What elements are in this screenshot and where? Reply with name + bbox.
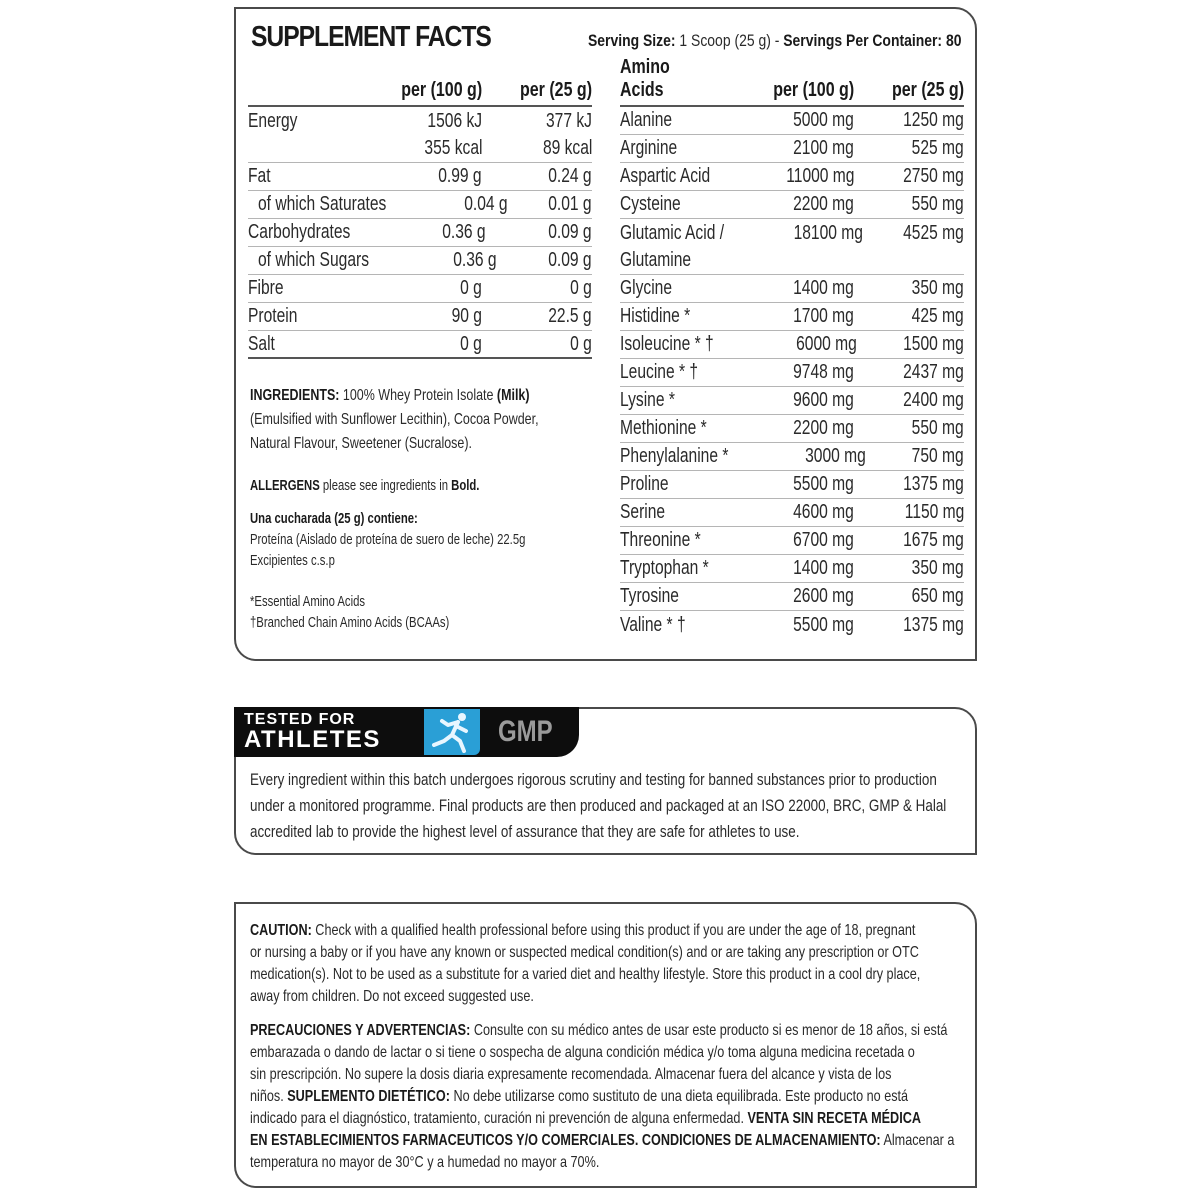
value-per-100g: 0.04 g — [463, 193, 508, 215]
value-per-25g: 2750 mg — [903, 165, 964, 187]
allergens-label: ALLERGENS — [250, 478, 320, 494]
header-per-100g: per (100 g) — [401, 79, 482, 101]
value-per-100g: 3000 mg — [805, 445, 866, 467]
amino-name: Arginine — [620, 137, 678, 159]
nutrient-name: Carbohydrates — [248, 221, 351, 243]
value-per-100g: 18100 mg — [793, 221, 864, 244]
precautions-line — [250, 1108, 954, 1130]
value-per-25g: 4525 mg — [903, 221, 964, 244]
value-per-25g: 0.09 g — [548, 221, 592, 243]
table-row — [620, 387, 964, 415]
value-per-100g: 90 g — [451, 305, 482, 327]
caution-line: or nursing a baby or if you have any known or suspected medical condition(s) and or are taking any prescription or OTC — [250, 944, 919, 961]
header-per-100g: per (100 g) — [773, 79, 854, 101]
serving-size-value: 1 Scoop (25 g) — [678, 31, 771, 50]
value-per-25g: 550 mg — [911, 417, 964, 439]
table-row — [620, 135, 964, 163]
value-per-25g: 1375 mg — [903, 613, 964, 636]
amino-name: Tryptophan * — [620, 557, 709, 579]
amino-name: Proline — [620, 473, 669, 495]
storage-conditions-label: EN ESTABLECIMIENTOS FARMACEUTICOS Y/O COMERCIALES. CONDICIONES DE ALMACENAMIENTO: — [250, 1132, 881, 1149]
value-per-100g: 2200 mg — [793, 193, 854, 215]
value-per-100g: 355 kcal — [423, 137, 482, 159]
table-row — [248, 107, 592, 135]
table-row — [620, 163, 964, 191]
spanish-contents-line: Excipientes c.s.p — [250, 553, 335, 569]
value-per-100g: 1700 mg — [793, 305, 854, 327]
ingredients-line: Natural Flavour, Sweetener (Sucralose). — [250, 435, 472, 452]
ingredients-text: 100% Whey Protein Isolate — [342, 387, 494, 404]
value-per-100g: 0.36 g — [442, 221, 486, 243]
value-per-100g: 4600 mg — [793, 501, 854, 523]
caution-text-span: Check with a qualified health professional before using this product if you are under the age of 18, pregnant — [315, 922, 916, 939]
value-per-25g: 0.01 g — [548, 193, 592, 215]
value-per-25g: 1500 mg — [903, 333, 964, 355]
nutrient-name: Protein — [248, 305, 298, 327]
value-per-25g: 0 g — [570, 277, 592, 299]
ingredients-line: (Emulsified with Sunflower Lecithin), Cocoa Powder, — [250, 411, 539, 428]
value-per-100g: 1400 mg — [793, 277, 854, 299]
value-per-25g: 525 mg — [911, 137, 964, 159]
amino-name: Phenylalanine * — [620, 445, 729, 467]
servings-per-container-value: 80 — [945, 31, 961, 50]
nutrient-name: Salt — [248, 332, 275, 355]
value-per-25g: 2400 mg — [903, 389, 964, 411]
table-row — [620, 247, 964, 275]
precautions-line — [250, 1086, 954, 1108]
caution-line: medication(s). Not to be used as a substitute for a varied diet and healthy lifestyle. Store this product in a cool dry place, — [250, 966, 921, 983]
table-row — [248, 191, 592, 219]
value-per-25g: 1150 mg — [904, 501, 964, 523]
allergens-line — [250, 476, 531, 497]
ingredients-block — [250, 384, 610, 634]
spanish-contents-title: Una cucharada (25 g) contiene: — [250, 511, 418, 527]
value-per-100g: 6000 mg — [796, 333, 857, 355]
amino-name: Cysteine — [620, 193, 681, 215]
precautions-line — [250, 1020, 954, 1042]
precautions-line: embarazada o dando de lactar o si tiene o sospecha de alguna condición médica y/o toma alguna medicina recetada o — [250, 1044, 915, 1061]
supplement-facts-title: SUPPLEMENT FACTS — [251, 21, 491, 53]
value-per-25g: 0 g — [570, 332, 592, 355]
amino-name: Leucine * † — [620, 361, 699, 383]
nutrition-table — [248, 77, 592, 359]
table-row — [248, 219, 592, 247]
badge-line1: TESTED FOR — [244, 711, 356, 728]
amino-name: Glycine — [620, 277, 673, 299]
table-row — [248, 275, 592, 303]
servings-per-container-label: Servings Per Container: — [782, 31, 942, 50]
value-per-100g: 2100 mg — [793, 137, 854, 159]
table-row — [620, 359, 964, 387]
gmp-label: GMP — [498, 715, 553, 748]
supplement-facts-panel — [234, 7, 977, 661]
nutrient-name: of which Saturates — [258, 193, 387, 215]
tested-text-line: accredited lab to provide the highest level of assurance that they are safe for athletes to use. — [250, 822, 800, 841]
amino-name: Alanine — [620, 109, 673, 131]
tested-for-athletes-panel — [234, 707, 977, 855]
runner-icon — [424, 709, 480, 755]
table-row — [620, 499, 964, 527]
amino-acid-table — [620, 56, 964, 639]
amino-name: Glutamine — [620, 249, 692, 271]
value-per-100g: 0 g — [460, 332, 482, 355]
allergens-bold: Bold. — [451, 478, 480, 494]
caution-label: CAUTION: — [250, 922, 312, 939]
value-per-100g: 5500 mg — [793, 473, 854, 495]
nutrient-name: Energy — [248, 109, 298, 132]
table-row — [620, 107, 964, 135]
value-per-100g: 5000 mg — [793, 109, 854, 131]
amino-name: Isoleucine * † — [620, 333, 714, 355]
table-row — [248, 163, 592, 191]
allergen-milk: (Milk) — [496, 387, 530, 404]
caution-panel — [234, 902, 977, 1188]
table-row — [248, 303, 592, 331]
value-per-100g: 1400 mg — [793, 557, 854, 579]
serving-size-label: Serving Size: — [587, 31, 676, 50]
nutrition-table-header — [248, 77, 592, 107]
table-row — [620, 471, 964, 499]
value-per-25g: 1250 mg — [903, 109, 964, 131]
value-per-25g: 425 mg — [911, 305, 964, 327]
ingredients-label: INGREDIENTS: — [250, 387, 340, 404]
table-row — [620, 415, 964, 443]
serving-info — [588, 31, 961, 51]
value-per-25g: 2437 mg — [903, 361, 964, 383]
value-per-100g: 2600 mg — [793, 585, 854, 607]
amino-name: Tyrosine — [620, 585, 679, 607]
value-per-25g: 550 mg — [911, 193, 964, 215]
table-row — [620, 583, 964, 611]
amino-name: Aspartic Acid — [620, 165, 711, 187]
value-per-100g: 0.99 g — [438, 165, 482, 187]
amino-name: Glutamic Acid / — [620, 221, 725, 244]
amino-name: Valine * † — [620, 613, 686, 636]
value-per-100g: 0.36 g — [452, 249, 497, 271]
header-per-25g: per (25 g) — [891, 79, 964, 101]
spanish-contents-line: Proteína (Aislado de proteína de suero de leche) 22.5g — [250, 532, 526, 548]
precautions-text-span: Almacenar a — [883, 1132, 955, 1149]
value-per-25g: 350 mg — [911, 557, 964, 579]
tested-text-line: Every ingredient within this batch undergoes rigorous scrutiny and testing for banned substances prior to production — [250, 770, 937, 789]
caution-text — [250, 920, 1142, 1174]
value-per-25g: 22.5 g — [548, 305, 592, 327]
badge-line2: ATHLETES — [244, 726, 381, 753]
footnote-bcaa: †Branched Chain Amino Acids (BCAAs) — [250, 615, 450, 631]
value-per-100g: 1506 kJ — [427, 109, 482, 132]
tested-for-athletes-badge — [234, 707, 579, 757]
header-amino-acids: Amino Acids — [620, 56, 670, 101]
table-row — [620, 219, 964, 247]
value-per-25g: 0.24 g — [548, 165, 592, 187]
amino-name: Threonine * — [620, 529, 701, 551]
value-per-100g: 0 g — [460, 277, 482, 299]
caution-line — [250, 920, 954, 942]
tested-description — [250, 767, 1050, 845]
precautions-text-span: indicado para el diagnóstico, tratamiento, curación ni prevención de alguna enfermedad. — [250, 1110, 744, 1127]
amino-table-header — [620, 56, 964, 107]
precautions-line: temperatura no mayor de 30°C y a humedad no mayor a 70%. — [250, 1154, 600, 1171]
precautions-label: PRECAUCIONES Y ADVERTENCIAS: — [250, 1022, 471, 1039]
value-per-25g: 1375 mg — [903, 473, 964, 495]
table-row — [248, 247, 592, 275]
table-row — [620, 527, 964, 555]
table-row — [620, 555, 964, 583]
footnote-essential: *Essential Amino Acids — [250, 594, 366, 610]
table-row — [620, 303, 964, 331]
nutrient-name: Fat — [248, 165, 271, 187]
value-per-25g: 377 kJ — [546, 109, 592, 132]
precautions-text-span: niños. — [250, 1088, 284, 1105]
caution-line: away from children. Do not exceed suggested use. — [250, 988, 534, 1005]
value-per-25g: 89 kcal — [542, 137, 592, 159]
amino-name: Serine — [620, 501, 666, 523]
amino-name: Histidine * — [620, 305, 691, 327]
value-per-100g: 6700 mg — [793, 529, 854, 551]
precautions-text-span: No debe utilizarse como sustituto de una dieta equilibrada. Este producto no está — [453, 1088, 909, 1105]
header-per-25g: per (25 g) — [519, 79, 592, 101]
value-per-100g: 9748 mg — [793, 361, 854, 383]
amino-name: Lysine * — [620, 389, 675, 411]
badge-text — [234, 712, 424, 752]
table-row — [620, 275, 964, 303]
separator: - — [774, 31, 783, 50]
table-row — [248, 331, 592, 359]
table-row — [620, 443, 964, 471]
table-row — [620, 611, 964, 639]
value-per-25g: 750 mg — [911, 445, 964, 467]
allergens-text: please see ingredients in — [322, 478, 449, 494]
value-per-25g: 650 mg — [911, 585, 964, 607]
nutrient-name: Fibre — [248, 277, 284, 299]
table-row — [620, 331, 964, 359]
value-per-100g: 9600 mg — [793, 389, 854, 411]
tested-text-line: under a monitored programme. Final products are then produced and packaged at an ISO 22000, BRC, GMP & Halal — [250, 796, 947, 815]
dietary-supplement-label: SUPLEMENTO DIETÉTICO: — [287, 1088, 450, 1105]
table-row — [620, 191, 964, 219]
value-per-100g: 5500 mg — [793, 613, 854, 636]
value-per-25g: 0.09 g — [548, 249, 592, 271]
ingredients-line — [250, 384, 531, 408]
value-per-25g: 1675 mg — [903, 529, 964, 551]
precautions-text-span: Consulte con su médico antes de usar este producto si es menor de 18 años, si está — [473, 1022, 948, 1039]
value-per-25g: 350 mg — [911, 277, 964, 299]
amino-name: Methionine * — [620, 417, 707, 439]
table-row — [248, 135, 592, 163]
otc-sale-label: VENTA SIN RECETA MÉDICA — [747, 1110, 921, 1127]
nutrient-name: of which Sugars — [258, 249, 369, 271]
precautions-line — [250, 1130, 954, 1152]
value-per-100g: 11000 mg — [786, 165, 855, 187]
value-per-100g: 2200 mg — [793, 417, 854, 439]
precautions-line: sin prescripción. No supere la dosis diaria expresamente recomendada. Almacenar fuera del alcance y vista de los — [250, 1066, 892, 1083]
